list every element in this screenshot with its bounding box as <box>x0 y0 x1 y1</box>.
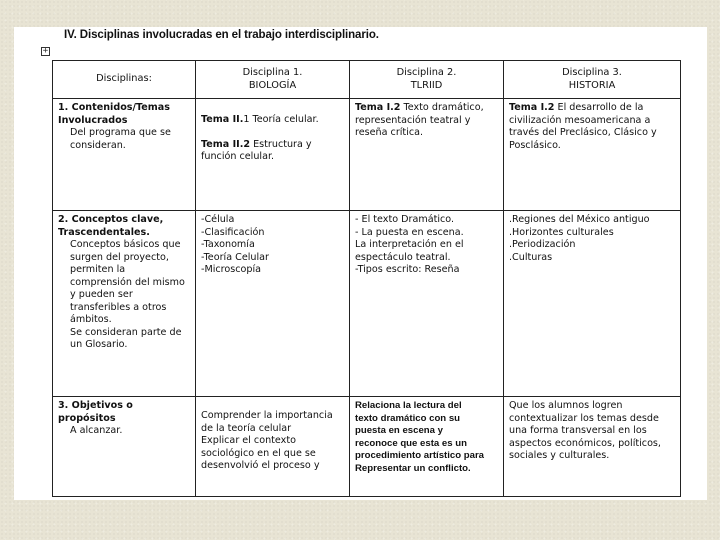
cell-historia-objetivos <box>504 397 681 497</box>
cell-biologia-contenidos <box>196 99 350 211</box>
row-title: 1. Contenidos/Temas Involucrados <box>58 102 170 126</box>
tema-entry: Tema I.2 Texto dramático, representación teatral y reseña crítica. <box>355 102 484 138</box>
list-item: -Microscopía <box>201 264 262 275</box>
section-heading: IV. Disciplinas involucradas en el trabajo interdisciplinario. <box>64 29 379 41</box>
objective-text: Que los alumnos logren contextualizar los temas desde una forma transversal en los aspectos económicos, políticos, sociales y culturales. <box>509 400 661 461</box>
list-item: -Clasificación <box>201 226 265 238</box>
cell-tlriid-contenidos <box>350 99 504 211</box>
cell-historia-contenidos <box>504 99 681 211</box>
objective-text: Comprender la importancia de la teoría celular Explicar el contexto sociológico en el que se desenvolvió el proceso y <box>201 410 333 471</box>
row-title: 3. Objetivos o propósitos <box>58 400 133 424</box>
row-description: Del programa que se consideran. <box>70 127 171 151</box>
header-disciplina-3 <box>504 61 681 99</box>
header-subject: BIOLOGÍA <box>248 79 297 91</box>
tema-entry: Tema II.1 Teoría celular. <box>201 114 319 125</box>
objective-text: Relaciona la lectura del texto dramático con su puesta en escena y reconoce que esta es un procedimiento artístico para Representar un conflicto. <box>355 400 485 474</box>
header-label: Disciplina 1. <box>242 67 303 78</box>
header-label: Disciplinas: <box>96 73 152 85</box>
row-label-objetivos <box>53 397 196 497</box>
row-label-conceptos <box>53 211 196 397</box>
list-item: .Periodización <box>509 239 576 250</box>
list-item: La interpretación en el <box>355 239 464 250</box>
row-description: A alcanzar. <box>70 425 123 436</box>
slide <box>14 27 707 500</box>
table-row <box>53 99 681 211</box>
list-item: .Regiones del México antiguo <box>509 214 650 225</box>
header-subject: TLRIID <box>410 79 443 91</box>
header-label: Disciplina 2. <box>396 67 457 78</box>
list-item: - El texto Dramático. <box>355 214 455 225</box>
header-disciplina-1 <box>196 61 350 99</box>
table-row <box>53 211 681 397</box>
header-disciplinas <box>53 61 196 99</box>
table-header-row <box>53 61 681 99</box>
row-description: Conceptos básicos que surgen del proyecto, permiten la comprensión del mismo y pueden ser transferibles a otros ámbitos. Se consideran parte de un Glosario. <box>70 239 185 350</box>
cell-historia-conceptos <box>504 211 681 397</box>
row-label-contenidos <box>53 99 196 211</box>
list-item: .Culturas <box>509 251 553 263</box>
header-disciplina-2 <box>350 61 504 99</box>
disciplines-table <box>52 60 681 497</box>
header-subject: HISTORIA <box>568 79 616 91</box>
list-item: -Taxonomía <box>201 239 255 250</box>
list-item: .Horizontes culturales <box>509 226 614 238</box>
row-title: 2. Conceptos clave, Trascendentales. <box>58 214 164 238</box>
tema-entry: Tema I.2 El desarrollo de la civilización mesoamericana a través del Preclásico, Clásico y Posclásico. <box>509 102 657 151</box>
list-item: -Tipos escrito: Reseña <box>355 264 460 275</box>
table-move-handle-icon[interactable]: + <box>42 46 49 56</box>
cell-tlriid-objetivos <box>350 397 504 497</box>
list-item: -Teoría Celular <box>201 251 269 263</box>
header-label: Disciplina 3. <box>562 67 622 78</box>
table-row <box>53 397 681 497</box>
list-item: -Célula <box>201 214 235 225</box>
cell-biologia-conceptos <box>196 211 350 397</box>
tema-entry: Tema II.2 Estructura y función celular. <box>201 138 312 162</box>
cell-biologia-objetivos <box>196 397 350 497</box>
cell-tlriid-conceptos <box>350 211 504 397</box>
list-item: - La puesta en escena. <box>355 226 464 238</box>
list-item: espectáculo teatral. <box>355 251 451 263</box>
